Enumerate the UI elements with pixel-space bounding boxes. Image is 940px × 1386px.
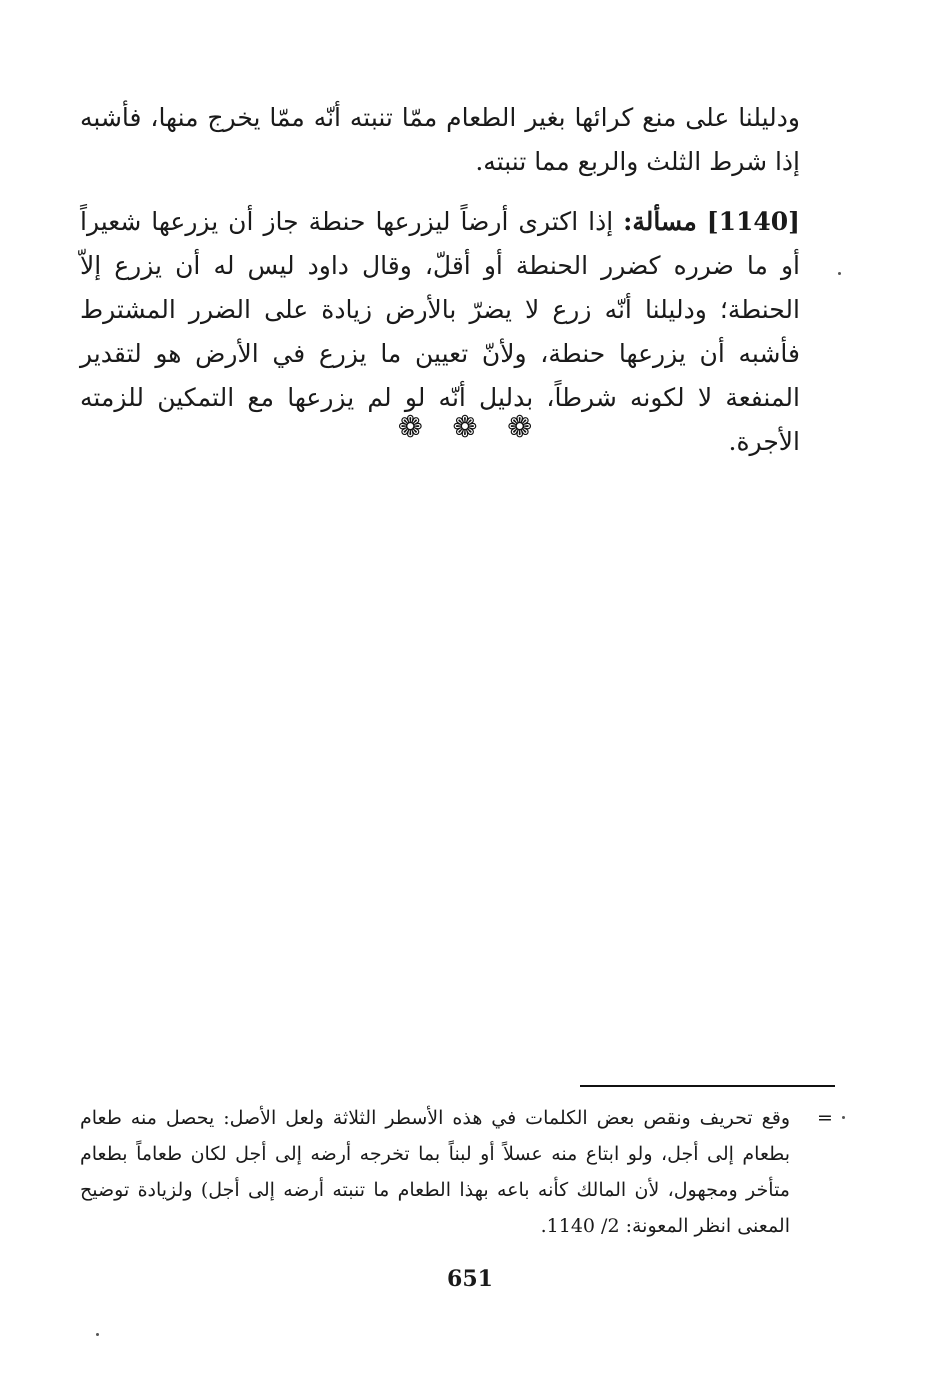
scan-speck xyxy=(96,1333,99,1336)
scan-speck xyxy=(842,1116,845,1119)
paragraph-1 xyxy=(80,96,840,184)
footnote-continuation-mark: = xyxy=(817,1107,833,1129)
issue-label: مسألة: xyxy=(623,207,697,236)
paragraph-1-line-1: ودليلنا على منع كرائها بغير الطعام ممّا تنبته أنّه ممّا يخرج منها، xyxy=(150,103,800,132)
paragraph-2-text: إذا اكترى أرضاً ليزرعها حنطة جاز أن يزرعها شعيراً أو ما ضرره كضرر الحنطة أو أقلّ، وقال داود ليس له أن يزرع إلاّ الحنطة؛ ودليلنا أنّه زرع لا يضرّ بالأرض زيادة على الضرر المشترط فأشبه أن يزرعها حنطة، ولأنّ تعيين ما يزرع في الأرض هو لتقدير المنفعة لا لكونه شرطاً، بدليل أنّه لو لم يزرعها مع التمكين للزمته الأجرة. xyxy=(80,207,800,456)
page-number: 651 xyxy=(447,1266,493,1292)
paragraph-1-line-2: فأشبه إذا شرط الثلث والربع مما تنبته. xyxy=(80,103,800,176)
section-end-ornaments: ❁ ❁ ❁ xyxy=(397,410,543,445)
main-text-block xyxy=(80,96,840,464)
footnote-separator xyxy=(580,1085,835,1087)
scan-speck xyxy=(838,272,841,275)
footnote-text: وقع تحريف ونقص بعض الكلمات في هذه الأسطر الثلاثة ولعل الأصل: يحصل منه طعام بطعام إلى أجل، ولو ابتاع منه عسلاً أو لبناً بما تخرجه أرضه إلى أجل لكان طعاماً بطعام متأخر ومجهول، لأن المالك كأنه باعه بهذا الطعام ما تنبته أرضه إلى أجل) ولزيادة توضيح المعنى انظر المعونة: 2/ 1140. xyxy=(80,1107,790,1237)
footnote xyxy=(80,1100,840,1244)
issue-number: [1140] xyxy=(706,207,801,236)
